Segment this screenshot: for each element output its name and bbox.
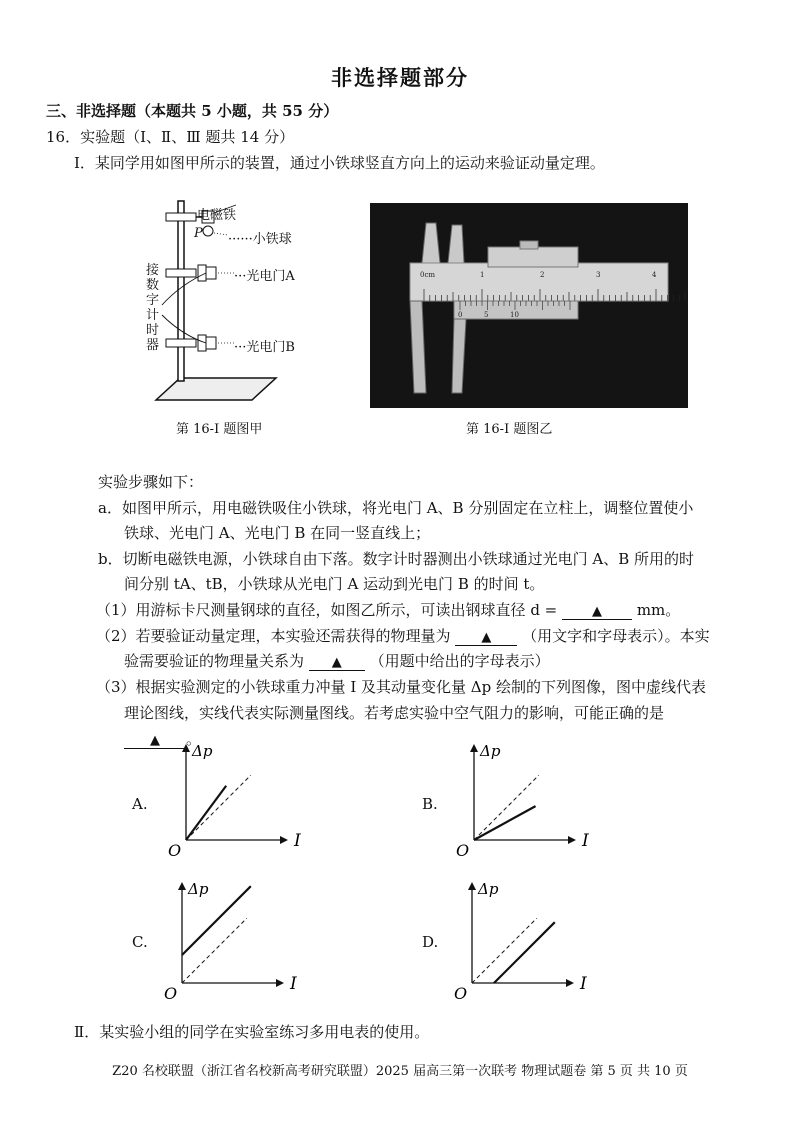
caption-figure-a: 第 16-Ⅰ 题图甲	[176, 422, 263, 437]
question-2-line2: 验需要验证的物理量关系为 ▲ （用题中给出的字母表示）	[124, 652, 550, 670]
y-axis-label: Δp	[192, 742, 213, 760]
origin-label: O	[164, 984, 178, 1003]
label-gate-b: ···光电门B	[234, 340, 295, 355]
y-axis-label: Δp	[480, 742, 501, 760]
label-counter: 接 数 字 计 时 器	[146, 263, 160, 353]
origin-label: O	[456, 841, 470, 860]
question-3-line3: ▲ 。	[124, 728, 201, 749]
main-scale-label-2: 2	[540, 271, 545, 279]
question-3-line1: （3）根据实验测定的小铁球重力冲量 I 及其动量变化量 Δp 绘制的下列图像，图中虚线代表	[96, 678, 706, 696]
q16-part1-intro: Ⅰ．某同学用如图甲所示的装置，通过小铁球竖直方向上的运动来验证动量定理。	[74, 154, 605, 172]
option-b-label: B.	[422, 795, 438, 813]
main-scale-label-0: 0cm	[420, 271, 436, 279]
measured-line	[186, 786, 226, 840]
part2-intro: Ⅱ．某实验小组的同学在实验室练习多用电表的使用。	[74, 1023, 430, 1041]
magnet-clamp	[166, 213, 196, 221]
question-2-line1: （2）若要验证动量定理，本实验还需获得的物理量为 ▲ （用文字和字母表示）。本实	[96, 627, 710, 645]
gate-a-clamp	[166, 269, 196, 277]
x-axis-label: I	[290, 974, 297, 994]
y-axis-label: Δp	[478, 880, 499, 898]
main-scale-label-3: 3	[596, 271, 601, 279]
theory-line	[186, 775, 251, 840]
label-electromagnet: 电磁铁	[197, 208, 237, 223]
base-plate	[156, 378, 276, 400]
vernier-label-1: 5	[484, 311, 489, 319]
photogate-a	[206, 267, 216, 279]
origin-label: O	[168, 841, 182, 860]
answer-blank-2a[interactable]: ▲	[455, 630, 517, 646]
measured-line	[494, 922, 555, 983]
vernier-caliper-photo	[370, 203, 688, 408]
section-title: 非选择题部分	[331, 65, 469, 90]
x-axis-label: I	[580, 974, 587, 994]
option-a-label: A.	[132, 795, 148, 813]
photogate-b	[206, 337, 216, 349]
option-d-label: D.	[422, 933, 439, 951]
step-b-line2: 间分别 tA、tB，小铁球从光电门 A 运动到光电门 B 的时间 t。	[124, 575, 545, 593]
label-iron-ball: ······小铁球	[228, 232, 292, 247]
iron-ball	[203, 226, 213, 236]
origin-label: O	[454, 984, 468, 1003]
x-axis-label: I	[294, 831, 301, 851]
step-b-line1: b．切断电磁铁电源，小铁球自由下落。数字计时器测出小铁球通过光电门 A、B 所用的时	[98, 550, 694, 568]
vernier-label-0: 0	[458, 311, 463, 319]
measured-line	[474, 806, 536, 840]
option-c-label: C.	[132, 933, 148, 951]
part3-header: 三、非选择题（本题共 5 小题，共 55 分）	[46, 102, 339, 120]
answer-blank-3[interactable]: ▲	[124, 733, 186, 749]
label-gate-a: ···光电门A	[234, 269, 295, 284]
main-scale-label-4: 4	[652, 271, 657, 279]
step-a-line2: 铁球、光电门 A、光电门 B 在同一竖直线上；	[124, 524, 431, 542]
q16-header: 16．实验题（Ⅰ、Ⅱ、Ⅲ 题共 14 分）	[46, 128, 295, 146]
vertical-pole	[178, 201, 184, 381]
x-axis-label: I	[582, 831, 589, 851]
answer-blank-1[interactable]: ▲	[562, 604, 632, 620]
theory-line	[182, 918, 247, 983]
label-p: P	[194, 226, 203, 241]
gate-b-clamp	[166, 339, 196, 347]
answer-blank-2b[interactable]: ▲	[309, 655, 365, 671]
question-1: （1）用游标卡尺测量钢球的直径，如图乙所示，可读出钢球直径 d = ▲ mm。	[96, 601, 681, 619]
theory-line	[474, 775, 539, 840]
question-3-line2: 理论图线，实线代表实际测量图线。若考虑实验中空气阻力的影响，可能正确的是	[124, 704, 665, 722]
graph-option-b	[448, 742, 598, 862]
graph-option-d	[446, 880, 596, 1005]
steps-title: 实验步骤如下：	[98, 473, 204, 491]
vernier-label-2: 10	[510, 311, 519, 319]
y-axis-label: Δp	[188, 880, 209, 898]
step-a-line1: a．如图甲所示，用电磁铁吸住小铁球，将光电门 A、B 分别固定在立柱上，调整位置使小	[98, 499, 694, 517]
caption-figure-b: 第 16-Ⅰ 题图乙	[466, 422, 553, 437]
page-footer: Z20 名校联盟（浙江省名校新高考研究联盟）2025 届高三第一次联考 物理试题卷 第 5 页 共 10 页	[112, 1064, 688, 1079]
graph-option-a	[160, 742, 310, 862]
main-scale-label-1: 1	[480, 271, 485, 279]
graph-option-c	[156, 880, 306, 1005]
